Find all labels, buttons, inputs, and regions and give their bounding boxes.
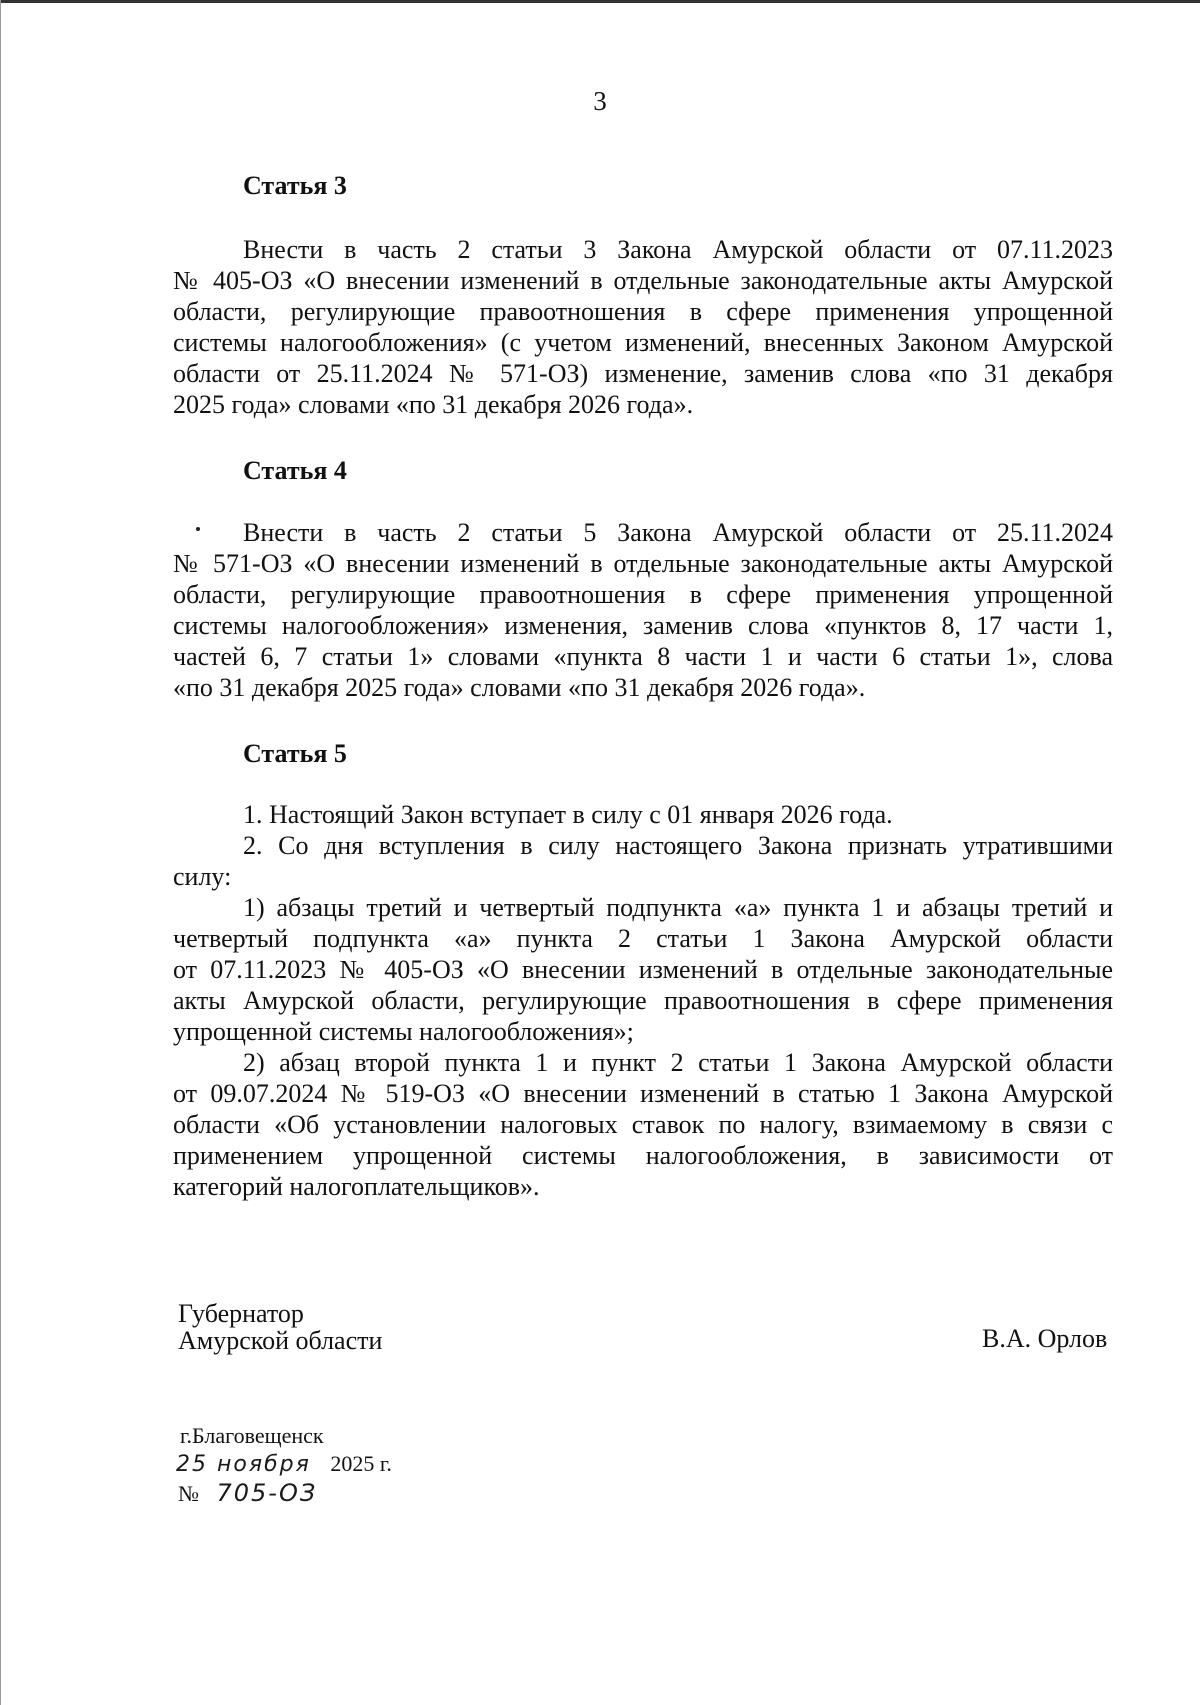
text-line: 1) абзацы третий и четвертый подпункта «а» пункта 1 и абзацы третий и: [243, 893, 1113, 922]
position-line: Амурской области: [178, 1326, 383, 1355]
text-line: силу:: [173, 862, 232, 891]
scan-top-edge: [0, 0, 1200, 3]
article-3-heading: Статья 3: [243, 171, 347, 200]
text-line: Внести в часть 2 статьи 3 Закона Амурской области от 07.11.2023: [243, 235, 1113, 264]
text-line: Внести в часть 2 статьи 5 Закона Амурской области от 25.11.2024: [243, 518, 1113, 547]
text-line: № 571-ОЗ «О внесении изменений в отдельные законодательные акты Амурской: [173, 549, 1113, 578]
text-line: применением упрощенной системы налогообложения, в зависимости от: [173, 1141, 1113, 1170]
city: г.Благовещенск: [180, 1423, 324, 1448]
text-line: области, регулирующие правоотношения в сфере применения упрощенной: [173, 580, 1113, 609]
signing-year: 2025 г.: [330, 1451, 392, 1476]
text-line: категорий налогоплательщиков».: [173, 1172, 540, 1201]
text-line: от 07.11.2023 № 405-ОЗ «О внесении изменений в отдельные законодательные: [173, 955, 1113, 984]
article-4-text: [173, 517, 1113, 703]
text-line: системы налогообложения» (с учетом изменений, внесенных Законом Амурской: [173, 328, 1113, 357]
article-3-text: [173, 234, 1113, 420]
text-line: упрощенной системы налогообложения»;: [173, 1017, 634, 1046]
text-line: системы налогообложения» изменения, заменив слова «пунктов 8, 17 части 1,: [173, 611, 1113, 640]
article-4-heading: Статья 4: [243, 456, 347, 485]
text-line: области, регулирующие правоотношения в сфере применения упрощенной: [173, 297, 1113, 326]
text-line: 2) абзац второй пункта 1 и пункт 2 статьи 1 Закона Амурской области: [243, 1048, 1113, 1077]
text-line: 2. Со дня вступления в силу настоящего Закона признать утратившими: [243, 831, 1113, 860]
page-number: 3: [593, 86, 607, 116]
signatory-position: [178, 1300, 382, 1354]
signing-date: [176, 1450, 392, 1478]
number-prefix: №: [178, 1481, 199, 1506]
text-line: частей 6, 7 статьи 1» словами «пункта 8 части 1 и части 6 статьи 1», слова: [173, 642, 1113, 671]
text-line: 1. Настоящий Закон вступает в силу с 01 января 2026 года.: [243, 800, 893, 829]
text-line: четвертый подпункта «а» пункта 2 статьи 1 Закона Амурской области: [173, 924, 1113, 953]
law-number: [178, 1480, 317, 1507]
scan-left-edge: [0, 0, 1, 1705]
handwritten-date: 25 ноября: [176, 1452, 311, 1477]
position-line: Губернатор: [178, 1299, 304, 1328]
text-line: области «Об установлении налоговых ставок по налогу, взимаемому в связи с: [173, 1110, 1113, 1139]
text-line: от 09.07.2024 № 519-ОЗ «О внесении изменений в статью 1 Закона Амурской: [173, 1079, 1113, 1108]
article-5-text: [173, 799, 1113, 1202]
text-line: акты Амурской области, регулирующие правоотношения в сфере применения: [173, 986, 1113, 1015]
handwritten-number: 705-ОЗ: [216, 1479, 318, 1507]
text-line: «по 31 декабря 2025 года» словами «по 31 декабря 2026 года».: [173, 673, 866, 702]
text-line: области от 25.11.2024 № 571-ОЗ) изменение, заменив слова «по 31 декабря: [173, 359, 1113, 388]
text-line: 2025 года» словами «по 31 декабря 2026 года».: [173, 390, 694, 419]
text-line: № 405-ОЗ «О внесении изменений в отдельные законодательные акты Амурской: [173, 266, 1113, 295]
article-5-heading: Статья 5: [243, 739, 347, 768]
signatory-name: В.А. Орлов: [982, 1324, 1108, 1353]
